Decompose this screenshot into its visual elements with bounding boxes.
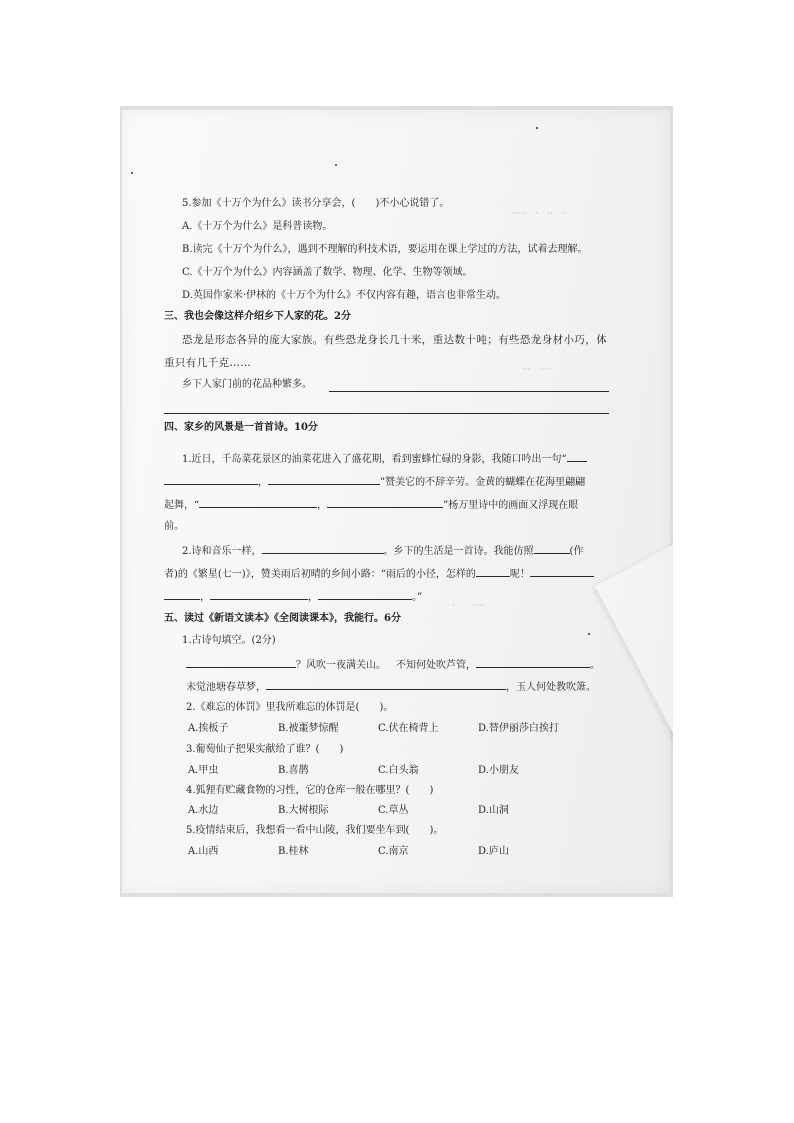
section-heading-3: 三、我也会像这样介绍乡下人家的花。2分 — [164, 311, 351, 322]
poem-line-2 — [186, 679, 596, 695]
q1-line-2 — [164, 474, 585, 490]
option-a[interactable]: A.甲虫 — [188, 765, 219, 776]
answer-blank[interactable] — [530, 566, 594, 577]
option-b: B.读完《十万个为什么》，遇到不理解的科技术语，要运用在课上学过的方法，试着去理解。 — [182, 244, 588, 255]
speck — [131, 172, 133, 174]
option-d[interactable]: D.山洞 — [478, 805, 509, 816]
answer-blank[interactable] — [210, 589, 308, 600]
option-c[interactable]: C.草丛 — [378, 805, 409, 816]
option-b[interactable]: B.桂林 — [278, 846, 309, 857]
poem-text: ，玉人何处教吹箫。 — [506, 682, 596, 693]
q1-line-1 — [182, 451, 587, 467]
q2-text: 2.诗和音乐一样， — [182, 546, 262, 557]
section-heading-4: 四、家乡的风景是一首首诗。10分 — [164, 422, 318, 433]
q2-line-3 — [164, 589, 422, 605]
show-through-text: ··· ···· — [522, 365, 552, 375]
q1-text: ”杨万里诗中的画面又浮现在眼 — [443, 500, 579, 511]
photo-of-exam-sheet — [120, 106, 673, 897]
answer-blank[interactable] — [534, 543, 570, 554]
q2-line-1 — [182, 543, 583, 559]
q2-text: 者)的《繁星(七一)》，赞美雨后初晴的乡间小路：“雨后的小径，怎样的 — [164, 569, 476, 580]
punct: ， — [200, 592, 210, 603]
option-a[interactable]: A.挨板子 — [188, 723, 229, 734]
q4-title: 4.狐狸有贮藏食物的习性，它的仓库一般在哪里？( ) — [186, 785, 434, 796]
q1-text: 1.近日，千岛菜花景区的油菜花进入了盛花期，看到蜜蜂忙碌的身影，我随口吟出一句“ — [182, 454, 567, 465]
option-b[interactable]: B.被噩梦惊醒 — [278, 723, 339, 734]
answer-blank[interactable] — [476, 566, 510, 577]
show-through-text: · ···· — [452, 601, 485, 611]
q2-text: 。乡下的生活是一首诗。我能仿照 — [383, 546, 534, 557]
answer-blank[interactable] — [476, 657, 590, 668]
punct: ， — [308, 592, 318, 603]
option-d[interactable]: D.替伊丽莎白挨打 — [478, 723, 559, 734]
option-a[interactable]: A.山西 — [188, 846, 219, 857]
q2-line-2 — [164, 566, 594, 582]
section-heading-5: 五、读过《新语文读本》《全阅读课本》，我能行。6分 — [164, 613, 401, 624]
example-text-line-1: 恐龙是形态各异的庞大家族。有些恐龙身长几十米，重达数十吨；有些恐龙身材小巧，体 — [182, 334, 608, 346]
answer-line[interactable] — [164, 413, 609, 414]
option-c[interactable]: C.白头翁 — [378, 765, 419, 776]
exam-paper — [122, 110, 670, 893]
example-text-line-2: 重只有几千克…… — [164, 357, 252, 369]
poem-line-1 — [186, 657, 600, 673]
answer-blank[interactable] — [164, 474, 258, 485]
question-stem: 5.参加《十万个为什么》读书分享会，( )不小心说错了。 — [182, 198, 450, 209]
poem-text: ？风吹一夜满关山。 — [296, 660, 386, 671]
punct: ， — [317, 500, 328, 511]
punct: 。” — [412, 592, 423, 603]
speck — [335, 164, 337, 166]
option-d[interactable]: D.庐山 — [478, 846, 509, 857]
punct: ， — [258, 477, 268, 488]
option-c[interactable]: C.南京 — [378, 846, 409, 857]
answer-blank[interactable] — [268, 474, 380, 485]
q1-line-4: 前。 — [164, 521, 184, 532]
q3-title: 3.葡萄仙子把果实献给了谁？( ) — [186, 744, 344, 755]
answer-blank[interactable] — [318, 589, 412, 600]
answer-blank[interactable] — [164, 589, 200, 600]
q1-line-3 — [164, 497, 578, 513]
answer-blank[interactable] — [266, 679, 506, 690]
q1-text: ”赞美它的不辞辛劳。金黄的蝴蝶在花海里翩翩 — [380, 477, 586, 488]
speck — [536, 127, 538, 129]
answer-blank[interactable] — [327, 497, 443, 508]
answer-blank[interactable] — [262, 543, 384, 554]
poem-text: 未觉池塘春草梦， — [186, 682, 266, 693]
q5-title: 5.疫情结束后，我想看一看中山陵，我们要坐车到( )。 — [186, 825, 444, 836]
poem-text: 不知何处吹芦管， — [396, 660, 476, 671]
answer-line[interactable] — [329, 391, 609, 392]
option-c: C.《十万个为什么》内容涵盖了数学、物理、化学、生物等领域。 — [182, 267, 473, 278]
option-b[interactable]: B.喜鹊 — [278, 765, 309, 776]
answer-blank[interactable] — [199, 497, 317, 508]
q2-text: (作 — [569, 546, 584, 557]
option-a: A.《十万个为什么》是科普读物。 — [182, 221, 333, 232]
option-d: D.英国作家米·伊林的《十万个为什么》不仅内容有趣，语言也非常生动。 — [182, 290, 507, 301]
option-d[interactable]: D.小朋友 — [478, 765, 519, 776]
speck — [588, 633, 590, 635]
writing-prompt: 乡下人家门前的花品种繁多。 — [182, 379, 312, 390]
option-a[interactable]: A.水边 — [188, 805, 219, 816]
show-through-text: ····· · ·· · — [512, 209, 565, 219]
answer-blank[interactable] — [186, 657, 296, 668]
poem-text: 。 — [590, 660, 600, 671]
answer-blank[interactable] — [567, 451, 587, 462]
option-b[interactable]: B.大树根际 — [278, 805, 329, 816]
q1-title: 1.古诗句填空。(2分) — [182, 635, 276, 646]
option-c[interactable]: C.伏在椅背上 — [378, 723, 439, 734]
q1-text: 起舞，“ — [164, 500, 200, 511]
q2-text: 呢！ — [509, 569, 530, 580]
q2-title: 2.《难忘的体罚》里我所难忘的体罚是( )。 — [186, 702, 394, 713]
